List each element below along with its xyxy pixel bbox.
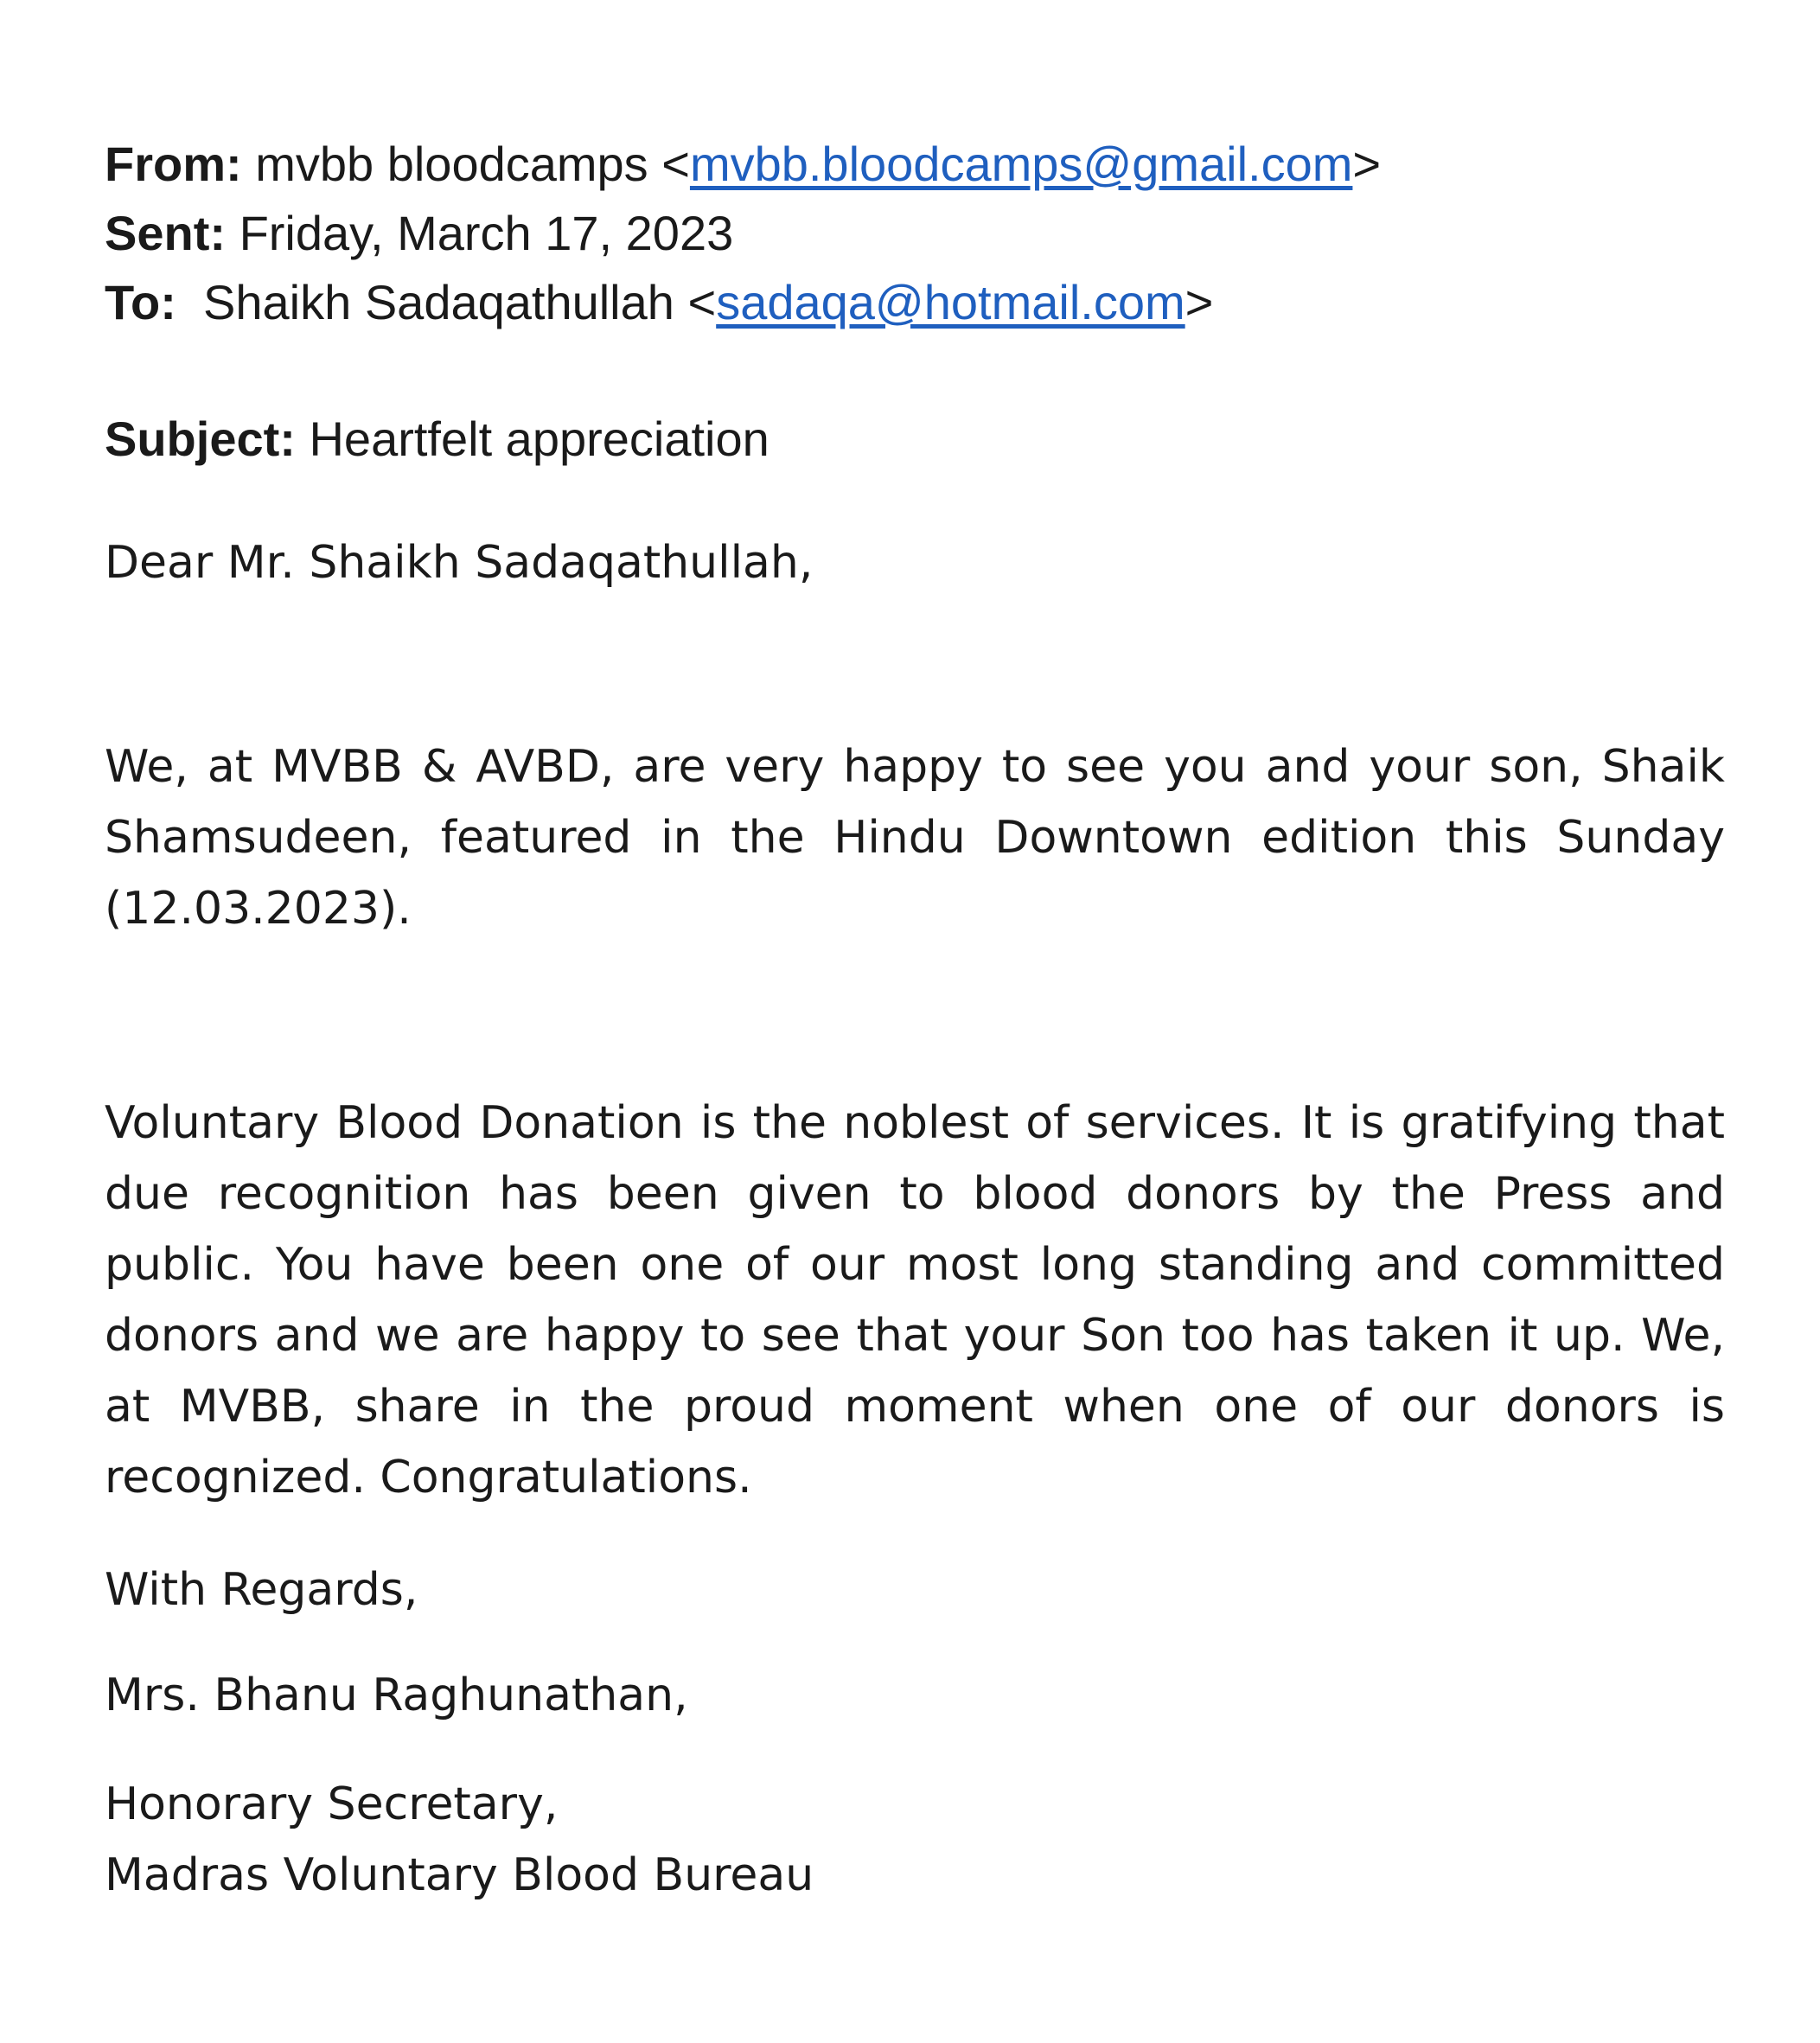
- signer-title: Honorary Secretary,: [105, 1778, 559, 1830]
- greeting: Dear Mr. Shaikh Sadaqathullah,: [105, 537, 814, 589]
- email-document: [105, 130, 1725, 1911]
- to-label: To:: [105, 275, 176, 329]
- signer-block: [105, 1769, 1725, 1911]
- subject-value: Heartfelt appreciation: [309, 412, 770, 466]
- from-email-link[interactable]: mvbb.bloodcamps@gmail.com: [689, 137, 1353, 191]
- email-header: [105, 130, 1725, 337]
- subject-label: Subject:: [105, 412, 296, 466]
- signer-name: Mrs. Bhanu Raghunathan,: [105, 1670, 688, 1721]
- paragraph-1: We, at MVBB & AVBD, are very happy to see you and your son, Shaik Shamsudeen, featured in the Hindu Downtown edition this Sunday (12.03.2023).: [105, 741, 1725, 935]
- from-name: mvbb bloodcamps: [255, 137, 648, 191]
- to-bracket-open: <: [687, 275, 717, 329]
- sent-line: [105, 199, 1725, 268]
- from-bracket-close: >: [1352, 137, 1382, 191]
- from-label: From:: [105, 137, 242, 191]
- sent-label: Sent:: [105, 206, 226, 260]
- to-name: Shaikh Sadaqathullah: [203, 275, 674, 329]
- signer-org: Madras Voluntary Blood Bureau: [105, 1849, 814, 1901]
- to-line: [105, 268, 1725, 337]
- subject-line: [105, 405, 1725, 474]
- paragraph-2: Voluntary Blood Donation is the noblest of services. It is gratifying that due recognition has been given to blood donors by the Press and public. You have been one of our most long standing and committed donors and we are happy to see that your Son too has taken it up. We, at MVBB, share in the proud moment when one of our donors is recognized. Congratulations.: [105, 1097, 1725, 1504]
- from-bracket-open: <: [661, 137, 690, 191]
- to-bracket-close: >: [1185, 275, 1214, 329]
- closing: With Regards,: [105, 1564, 418, 1616]
- to-email-link[interactable]: sadaqa@hotmail.com: [716, 275, 1185, 329]
- sent-value: Friday, March 17, 2023: [239, 206, 734, 260]
- from-line: [105, 130, 1725, 199]
